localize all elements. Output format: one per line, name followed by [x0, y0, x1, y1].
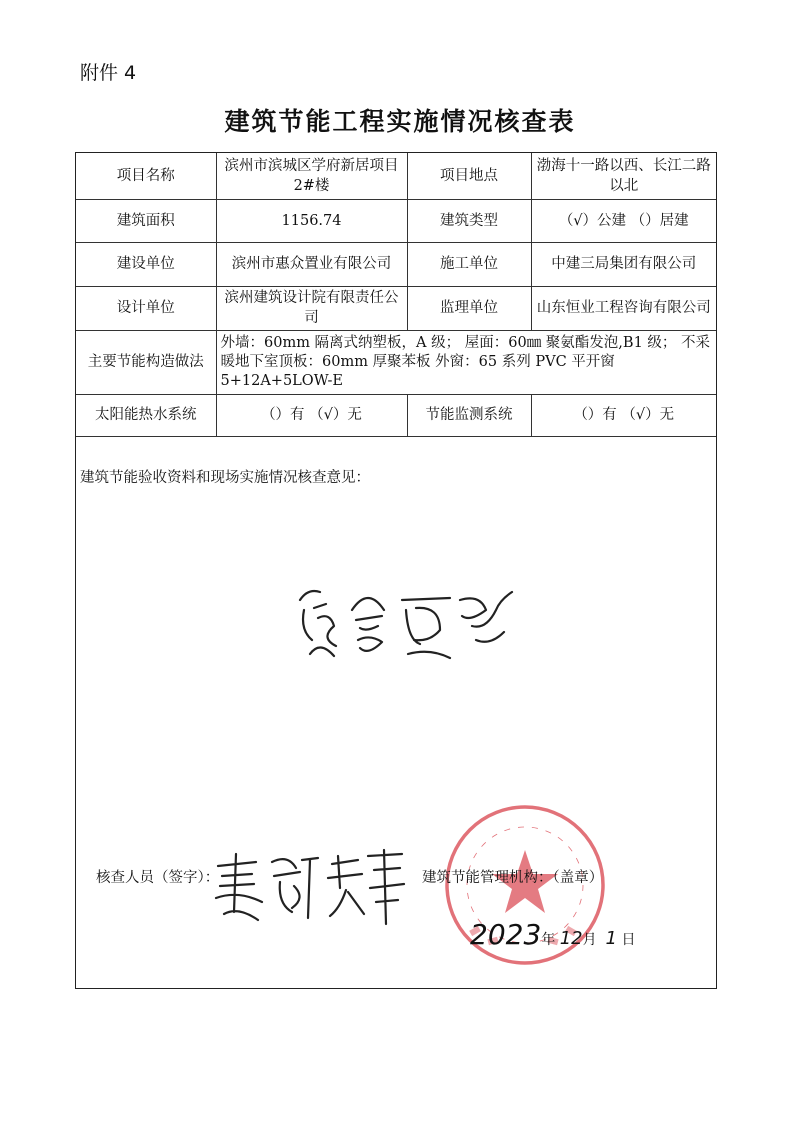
solar-value: （）有 （√）无 — [216, 394, 407, 436]
building-type-value: （√）公建 （）居建 — [531, 199, 716, 242]
supervisor-label: 监理单位 — [407, 286, 531, 330]
building-area-label: 建筑面积 — [76, 199, 216, 242]
handwritten-opinion — [290, 570, 520, 670]
project-location-value: 渤海十一路以西、长江二路以北 — [531, 153, 716, 199]
date-day-unit: 日 — [621, 932, 636, 948]
developer-value: 滨州市惠众置业有限公司 — [216, 242, 407, 286]
table-row — [76, 153, 716, 199]
designer-label: 设计单位 — [76, 286, 216, 330]
contractor-value: 中建三局集团有限公司 — [531, 242, 716, 286]
measures-label: 主要节能构造做法 — [76, 330, 216, 394]
date-year-unit: 年 — [541, 932, 556, 948]
building-type-label: 建筑类型 — [407, 199, 531, 242]
contractor-label: 施工单位 — [407, 242, 531, 286]
date-month: 12 — [559, 928, 583, 949]
developer-label: 建设单位 — [76, 242, 216, 286]
checker-label: 核查人员（签字）： — [96, 870, 220, 886]
table-row — [76, 394, 716, 436]
date-month-unit: 月 — [582, 932, 597, 948]
date-day: 1 — [605, 928, 617, 949]
measures-value: 外墙：60mm 隔离式纳塑板，A 级； 屋面：60㎜ 聚氨酯发泡,B1 级； 不采暖地下室顶板：60mm 厚聚苯板 外窗：65 系列 PVC 平开窗 5+12A+5LOW-E — [216, 330, 716, 394]
project-location-label: 项目地点 — [407, 153, 531, 199]
opinion-label: 建筑节能验收资料和现场实施情况核查意见： — [80, 470, 370, 486]
sign-date — [470, 918, 635, 951]
project-name-label: 项目名称 — [76, 153, 216, 199]
designer-value: 滨州建筑设计院有限责任公司 — [216, 286, 407, 330]
building-area-value: 1156.74 — [216, 199, 407, 242]
solar-label: 太阳能热水系统 — [76, 394, 216, 436]
checker-signature — [208, 842, 408, 926]
page-title: 建筑节能工程实施情况核查表 — [224, 107, 576, 136]
date-year: 2023 — [470, 918, 542, 951]
table-row — [76, 330, 716, 394]
supervisor-value: 山东恒业工程咨询有限公司 — [531, 286, 716, 330]
agency-label: 建筑节能管理机构：（盖章） — [422, 870, 604, 886]
table-row — [76, 242, 716, 286]
table-row — [76, 199, 716, 242]
project-name-value: 滨州市滨城区学府新居项目 2#楼 — [216, 153, 407, 199]
attachment-label: 附件 4 — [80, 62, 137, 84]
table-row — [76, 286, 716, 330]
project-info-table — [76, 153, 716, 437]
monitor-value: （）有 （√）无 — [531, 394, 716, 436]
monitor-label: 节能监测系统 — [407, 394, 531, 436]
